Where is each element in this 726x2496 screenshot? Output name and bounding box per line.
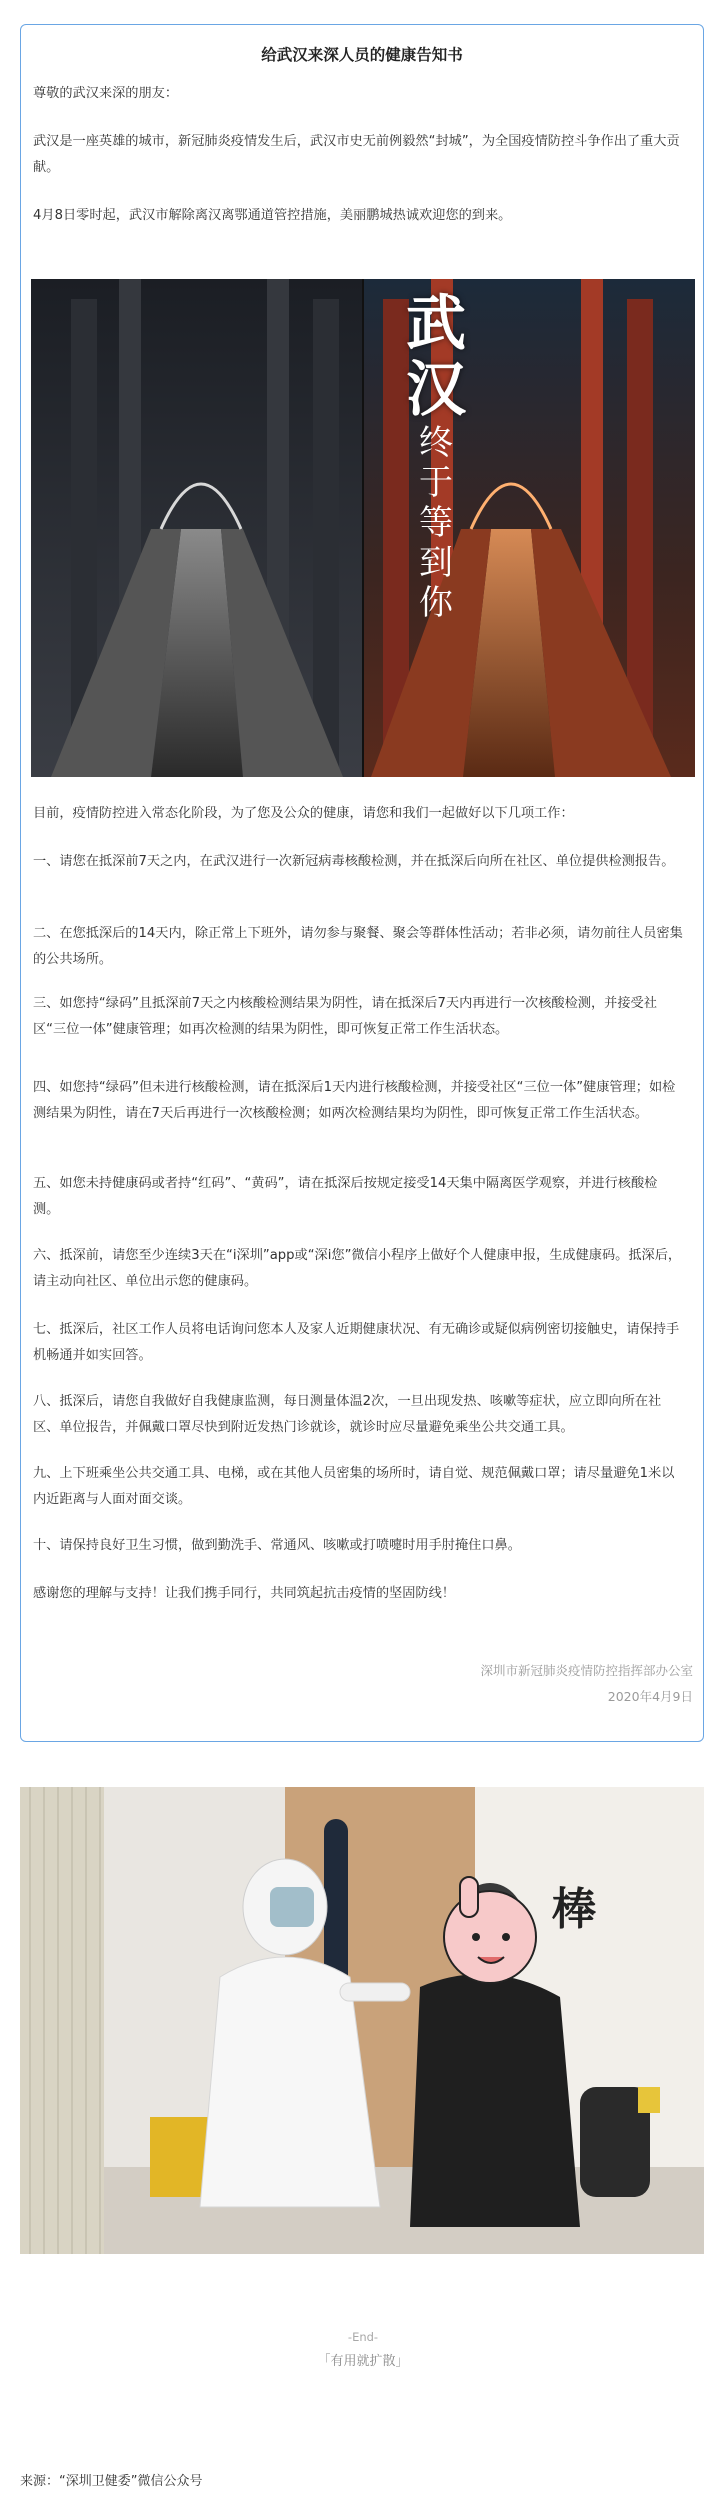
item-2: 二、在您抵深后的14天内，除正常上下班外，请勿参与聚餐、聚会等群体性活动；若非必须，请勿前往人员密集的公共场所。 xyxy=(33,926,683,967)
nucleic-acid-test-photo xyxy=(20,1787,704,2254)
item-7: 七、抵深后，社区工作人员将电话询问您本人及家人近期健康状况、有无确诊或疑似病例密切接触史，请保持手机畅通并如实回答。 xyxy=(33,1322,680,1363)
bridge-illustration xyxy=(31,279,695,777)
poster-tagline-char: 于 xyxy=(419,463,453,503)
poster-headline-char: 武 xyxy=(406,289,466,359)
poster-tagline-char: 你 xyxy=(419,583,453,623)
item-1: 一、请您在抵深前7天之内，在武汉进行一次新冠病毒核酸检测，并在抵深后向所在社区、单位提供检测报告。 xyxy=(33,854,675,869)
notice-title: 给武汉来深人员的健康告知书 xyxy=(261,46,463,64)
item-3: 三、如您持“绿码”且抵深前7天之内核酸检测结果为阴性，请在抵深后7天内再进行一次核酸检测，并接受社区“三位一体”健康管理；如再次检测的结果为阴性，即可恢复正常工作生活状态。 xyxy=(33,996,657,1037)
item-9: 九、上下班乘坐公共交通工具、电梯，或在其他人员密集的场所时，请自觉、规范佩戴口罩；请尽量避免1米以内近距离与人面对面交谈。 xyxy=(33,1466,675,1507)
source-credit: 来源：“深圳卫健委”微信公众号 xyxy=(20,2474,203,2489)
poster-text xyxy=(391,291,481,623)
item-10: 十、请保持良好卫生习惯，做到勤洗手、常通风、咳嗽或打喷嚏时用手肘掩住口鼻。 xyxy=(33,1538,521,1553)
poster-headline-char: 汉 xyxy=(406,355,466,425)
signature-org: 深圳市新冠肺炎疫情防控指挥部办公室 xyxy=(480,1663,693,1678)
item-6: 六、抵深前，请您至少连续3天在“i深圳”app或“深i您”微信小程序上做好个人健康申报，生成健康码。抵深后，请主动向社区、单位出示您的健康码。 xyxy=(33,1248,682,1289)
wuhan-bridge-poster-image xyxy=(31,279,695,777)
item-4: 四、如您持“绿码”但未进行核酸检测，请在抵深后1天内进行核酸检测，并接受社区“三位一体”健康管理；如检测结果为阴性，请在7天后再进行一次核酸检测；如两次检测结果均为阴性，即可恢复正常工作生活状态。 xyxy=(33,1080,676,1121)
end-mark: -End- xyxy=(347,2330,379,2344)
signature-date: 2020年4月9日 xyxy=(607,1689,693,1704)
poster-tagline-char: 到 xyxy=(419,543,453,583)
lead-paragraph: 目前，疫情防控进入常态化阶段，为了您及公众的健康，请您和我们一起做好以下几项工作： xyxy=(33,806,574,821)
poster-tagline-char: 等 xyxy=(419,503,453,543)
item-8: 八、抵深后，请您自我做好自我健康监测，每日测量体温2次，一旦出现发热、咳嗽等症状，应立即向所在社区、单位报告，并佩戴口罩尽快到附近发热门诊就诊，就诊时应尽量避免乘坐公共交通工具。 xyxy=(33,1394,662,1435)
testing-scene-illustration xyxy=(20,1787,704,2254)
closing-paragraph: 感谢您的理解与支持！让我们携手同行，共同筑起抗击疫情的坚固防线！ xyxy=(33,1586,455,1601)
welcome-paragraph: 4月8日零时起，武汉市解除离汉离鄂通道管控措施，美丽鹏城热诚欢迎您的到来。 xyxy=(33,208,512,223)
intro-paragraph: 武汉是一座英雄的城市，新冠肺炎疫情发生后，武汉市史无前例毅然“封城”，为全国疫情防控斗争作出了重大贡献。 xyxy=(33,134,680,175)
notice-card xyxy=(20,24,704,1742)
item-5: 五、如您未持健康码或者持“红码”、“黄码”，请在抵深后按规定接受14天集中隔离医学观察，并进行核酸检测。 xyxy=(33,1176,658,1217)
greeting-text: 尊敬的武汉来深的朋友： xyxy=(33,86,179,101)
poster-tagline-char: 终 xyxy=(419,423,453,463)
sticker-text: 棒 xyxy=(552,1884,596,1935)
share-hint: 「有用就扩散」 xyxy=(317,2354,409,2369)
